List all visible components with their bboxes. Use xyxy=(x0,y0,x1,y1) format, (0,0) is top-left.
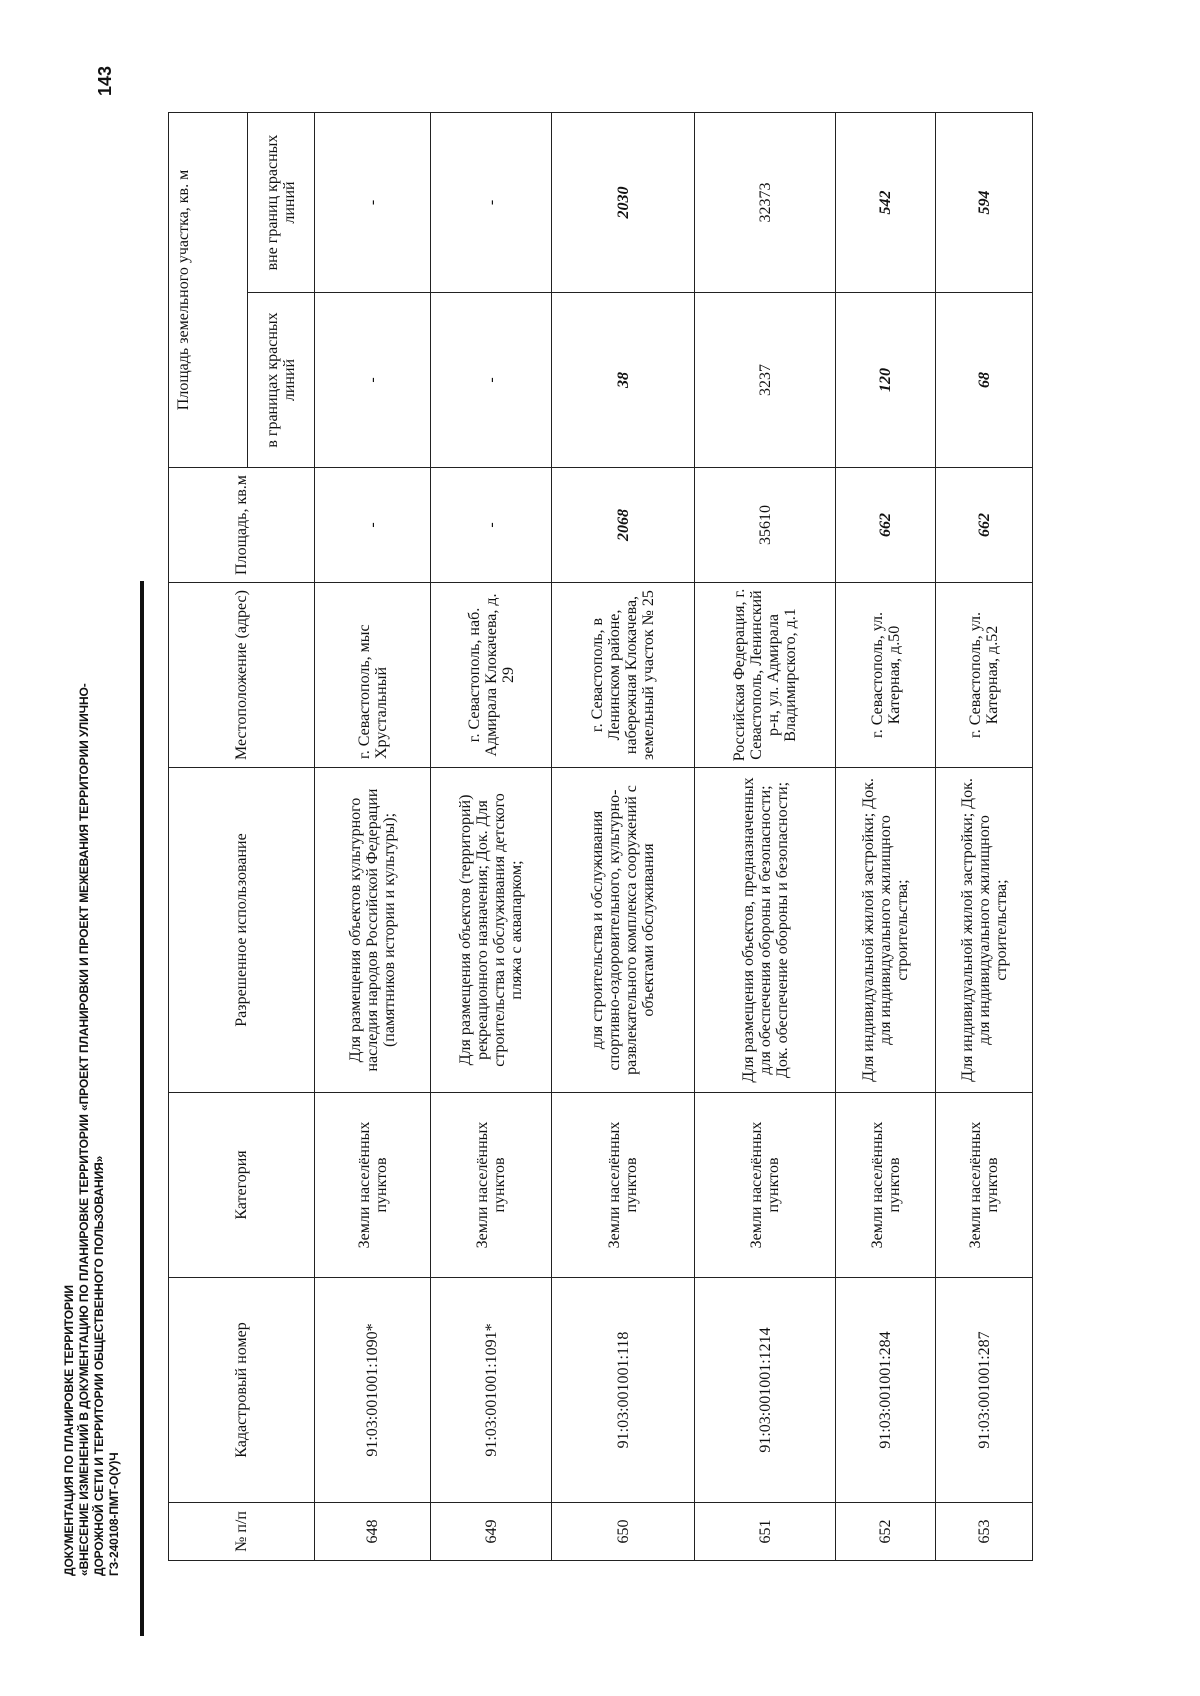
header-within-red-lines: в границах красных линий xyxy=(248,293,315,468)
cell-within-red: 3237 xyxy=(695,293,836,468)
cell-num: 650 xyxy=(552,1503,695,1561)
cell-location: Российская Федерация, г. Севастополь, Ленинский р-н, ул. Адмирала Владимирского, д.1 xyxy=(695,583,836,768)
cell-within-red: 38 xyxy=(552,293,695,468)
cell-cadastral: 91:03:001001:287 xyxy=(936,1278,1033,1503)
cell-within-red: - xyxy=(315,293,431,468)
cell-within-red: - xyxy=(431,293,552,468)
header-land-area-group: Площадь земельного участка, кв. м xyxy=(169,112,248,467)
table-header-row xyxy=(169,112,248,1560)
document-header xyxy=(62,683,122,1576)
cell-outside-red: - xyxy=(315,112,431,292)
cell-usage: Для размещения объектов (территорий) рекреационного назначения; Док. Для строительства и обслуживания детского пляжа с аквапарком; xyxy=(431,768,552,1093)
header-usage: Разрешенное использование xyxy=(169,768,315,1093)
header-category: Категория xyxy=(169,1093,315,1278)
cell-within-red: 120 xyxy=(836,293,936,468)
cell-num: 651 xyxy=(695,1503,836,1561)
cell-area: - xyxy=(431,468,552,583)
table-row xyxy=(936,112,1033,1560)
cell-area: - xyxy=(315,468,431,583)
cell-cadastral: 91:03:001001:1090* xyxy=(315,1278,431,1503)
cell-usage: Для размещения объектов культурного наследия народов Российской Федерации (памятников истории и культуры); xyxy=(315,768,431,1093)
cell-outside-red: 594 xyxy=(936,112,1033,292)
cell-location: г. Севастополь, в Ленинском районе, набережная Клокачева, земельный участок № 25 xyxy=(552,583,695,768)
table-row xyxy=(552,112,695,1560)
cell-outside-red: - xyxy=(431,112,552,292)
cell-cadastral: 91:03:001001:118 xyxy=(552,1278,695,1503)
cell-usage: Для индивидуальной жилой застройки; Док. для индивидуального жилищного строительства; xyxy=(836,768,936,1093)
header-cadastral: Кадастровый номер xyxy=(169,1278,315,1503)
cell-cadastral: 91:03:001001:1214 xyxy=(695,1278,836,1503)
table-row xyxy=(836,112,936,1560)
cell-location: г. Севастополь, наб. Адмирала Клокачева, д. 29 xyxy=(431,583,552,768)
cell-category: Земли населённых пунктов xyxy=(936,1093,1033,1278)
cell-cadastral: 91:03:001001:284 xyxy=(836,1278,936,1503)
cell-category: Земли населённых пунктов xyxy=(315,1093,431,1278)
cell-num: 653 xyxy=(936,1503,1033,1561)
header-rule xyxy=(140,581,144,1636)
cell-category: Земли населённых пунктов xyxy=(431,1093,552,1278)
cell-category: Земли населённых пунктов xyxy=(552,1093,695,1278)
cell-area: 35610 xyxy=(695,468,836,583)
cell-usage: для строительства и обслуживания спортивно-оздоровительного, культурно-развлекательного комплекса сооружений с объектами обслуживания xyxy=(552,768,695,1093)
header-line-2: «ВНЕСЕНИЕ ИЗМЕНЕНИЙ В ДОКУМЕНТАЦИЮ ПО ПЛАНИРОВКЕ ТЕРРИТОРИИ «ПРОЕКТ ПЛАНИРОВКИ И ПРОЕКТ МЕЖЕВАНИЯ ТЕРРИТОРИИ УЛИЧНО- xyxy=(77,683,91,1576)
cell-location: г. Севастополь, мыс Хрустальный xyxy=(315,583,431,768)
header-line-3: ДОРОЖНОЙ СЕТИ И ТЕРРИТОРИИ ОБЩЕСТВЕННОГО ПОЛЬЗОВАНИЯ» xyxy=(92,1155,106,1576)
header-num: № п/п xyxy=(169,1503,315,1561)
table-row xyxy=(431,112,552,1560)
cell-usage: Для размещения объектов, предназначенных для обеспечения обороны и безопасности; Док. обеспечение обороны и безопасности; xyxy=(695,768,836,1093)
land-plots-table xyxy=(168,112,1033,1561)
cell-category: Земли населённых пунктов xyxy=(695,1093,836,1278)
table-row xyxy=(315,112,431,1560)
header-area: Площадь, кв.м xyxy=(169,468,315,583)
header-line-4: ГЗ-240108-ПМТ-О(У)Ч xyxy=(107,1452,121,1576)
cell-outside-red: 2030 xyxy=(552,112,695,292)
cell-num: 649 xyxy=(431,1503,552,1561)
cell-area: 2068 xyxy=(552,468,695,583)
header-line-1: ДОКУМЕНТАЦИЯ ПО ПЛАНИРОВКЕ ТЕРРИТОРИИ xyxy=(62,1285,76,1576)
cell-location: г. Севастополь, ул. Катерная, д.52 xyxy=(936,583,1033,768)
cell-num: 648 xyxy=(315,1503,431,1561)
cell-num: 652 xyxy=(836,1503,936,1561)
header-location: Местоположение (адрес) xyxy=(169,583,315,768)
cell-usage: Для индивидуальной жилой застройки; Док. для индивидуального жилищного строительства; xyxy=(936,768,1033,1093)
cell-within-red: 68 xyxy=(936,293,1033,468)
cell-area: 662 xyxy=(936,468,1033,583)
table-row xyxy=(695,112,836,1560)
cell-outside-red: 542 xyxy=(836,112,936,292)
cell-category: Земли населённых пунктов xyxy=(836,1093,936,1278)
cell-cadastral: 91:03:001001:1091* xyxy=(431,1278,552,1503)
page-number: 143 xyxy=(95,65,115,96)
cell-location: г. Севастополь, ул. Катерная, д.50 xyxy=(836,583,936,768)
header-outside-red-lines: вне границ красных линий xyxy=(248,112,315,292)
cell-area: 662 xyxy=(836,468,936,583)
cell-outside-red: 32373 xyxy=(695,112,836,292)
